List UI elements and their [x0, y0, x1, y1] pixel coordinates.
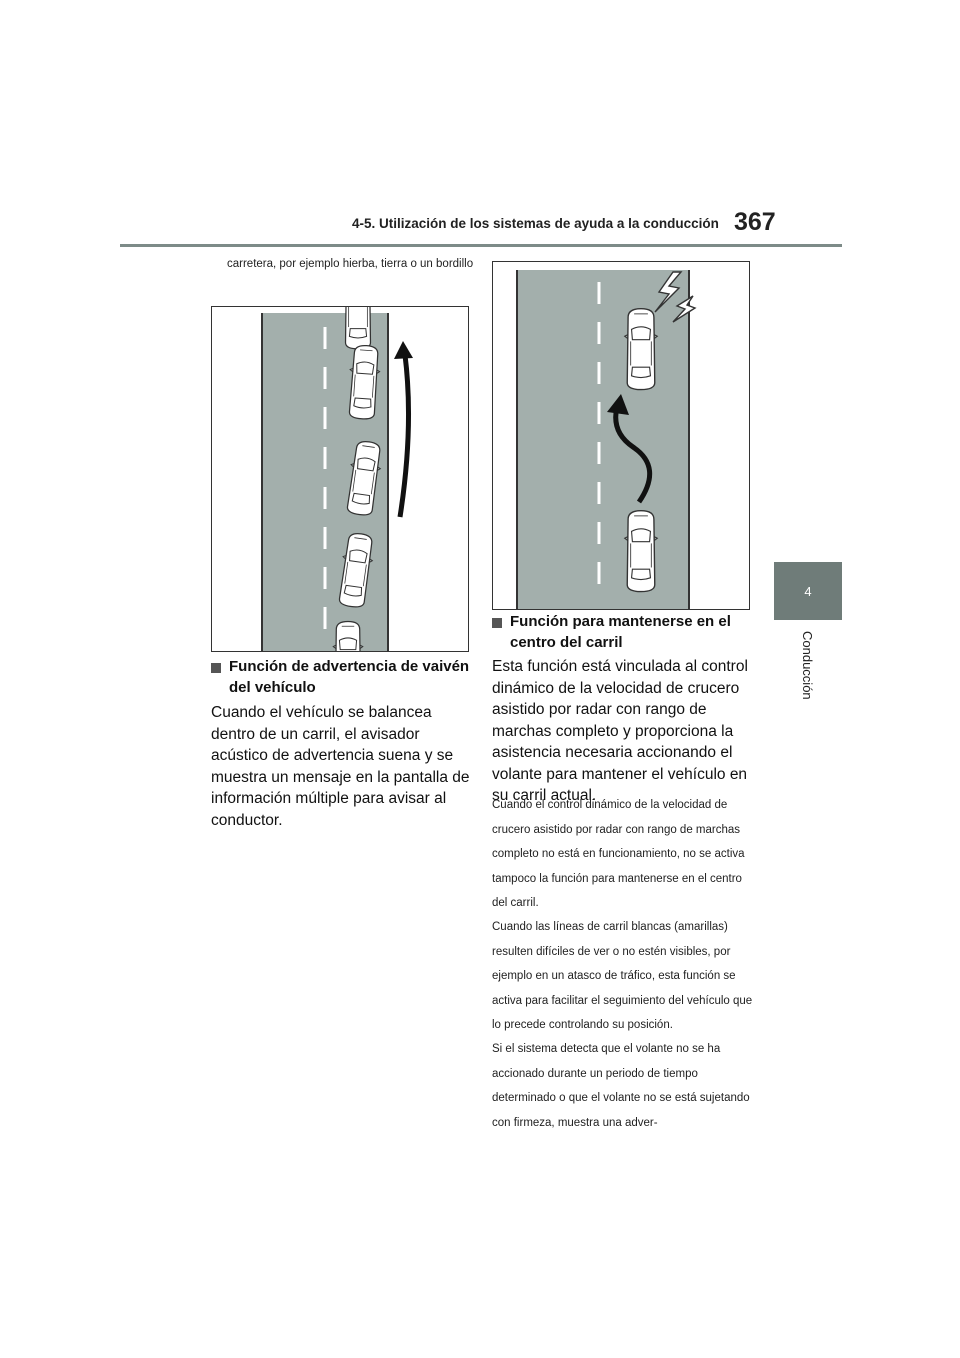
chapter-number: 4	[804, 583, 812, 599]
header-rule	[120, 244, 842, 247]
heading-marker	[211, 663, 221, 673]
intro-text: carretera, por ejemplo hierba, tierra o un bordillo	[227, 258, 474, 270]
sway-warning-heading: Función de advertencia de vaivén del vehículo	[211, 657, 489, 698]
lane-centering-illustration	[492, 261, 750, 610]
sway-diagram	[212, 307, 468, 651]
page-number: 367	[734, 208, 776, 236]
lane-centering-diagram	[493, 262, 749, 609]
chapter-label: Conducción	[800, 631, 815, 700]
lane-centering-body: Esta función está vinculada al control dinámico de la velocidad de crucero asistido por radar con rango de marchas completo y proporciona la asistencia necesaria accionando el volante para mantener el vehículo en su carril actual.	[492, 658, 748, 804]
note-paragraph: Si el sistema detecta que el volante no se ha accionado durante un periodo de tiempo determinado o que el volante no se está sujetando con firmeza, muestra una adver-	[492, 1043, 750, 1129]
note-paragraph: Cuando las líneas de carril blancas (amarillas) resulten difíciles de ver o no estén visibles, por ejemplo en un atasco de tráfico, esta función se activa para facilitar el seguimiento del vehículo que lo precede controlando su posición.	[492, 921, 753, 1031]
chapter-tab[interactable]	[774, 562, 842, 620]
heading-marker	[492, 618, 502, 628]
section-title: 4-5. Utilización de los sistemas de ayuda a la conducción	[352, 216, 719, 231]
lane-centering-heading: Función para mantenerse en el centro del carril	[492, 612, 772, 653]
note-paragraph: Cuando el control dinámico de la velocidad de crucero asistido por radar con rango de marchas completo no está en funcionamiento, no se activa tampoco la función para mantenerse en el centro del carril.	[492, 799, 745, 909]
sway-illustration	[211, 306, 469, 652]
sway-warning-body: Cuando el vehículo se balancea dentro de un carril, el avisador acústico de advertencia suena y se muestra un mensaje en la pantalla de información múltiple para avisar al conductor.	[211, 704, 470, 829]
